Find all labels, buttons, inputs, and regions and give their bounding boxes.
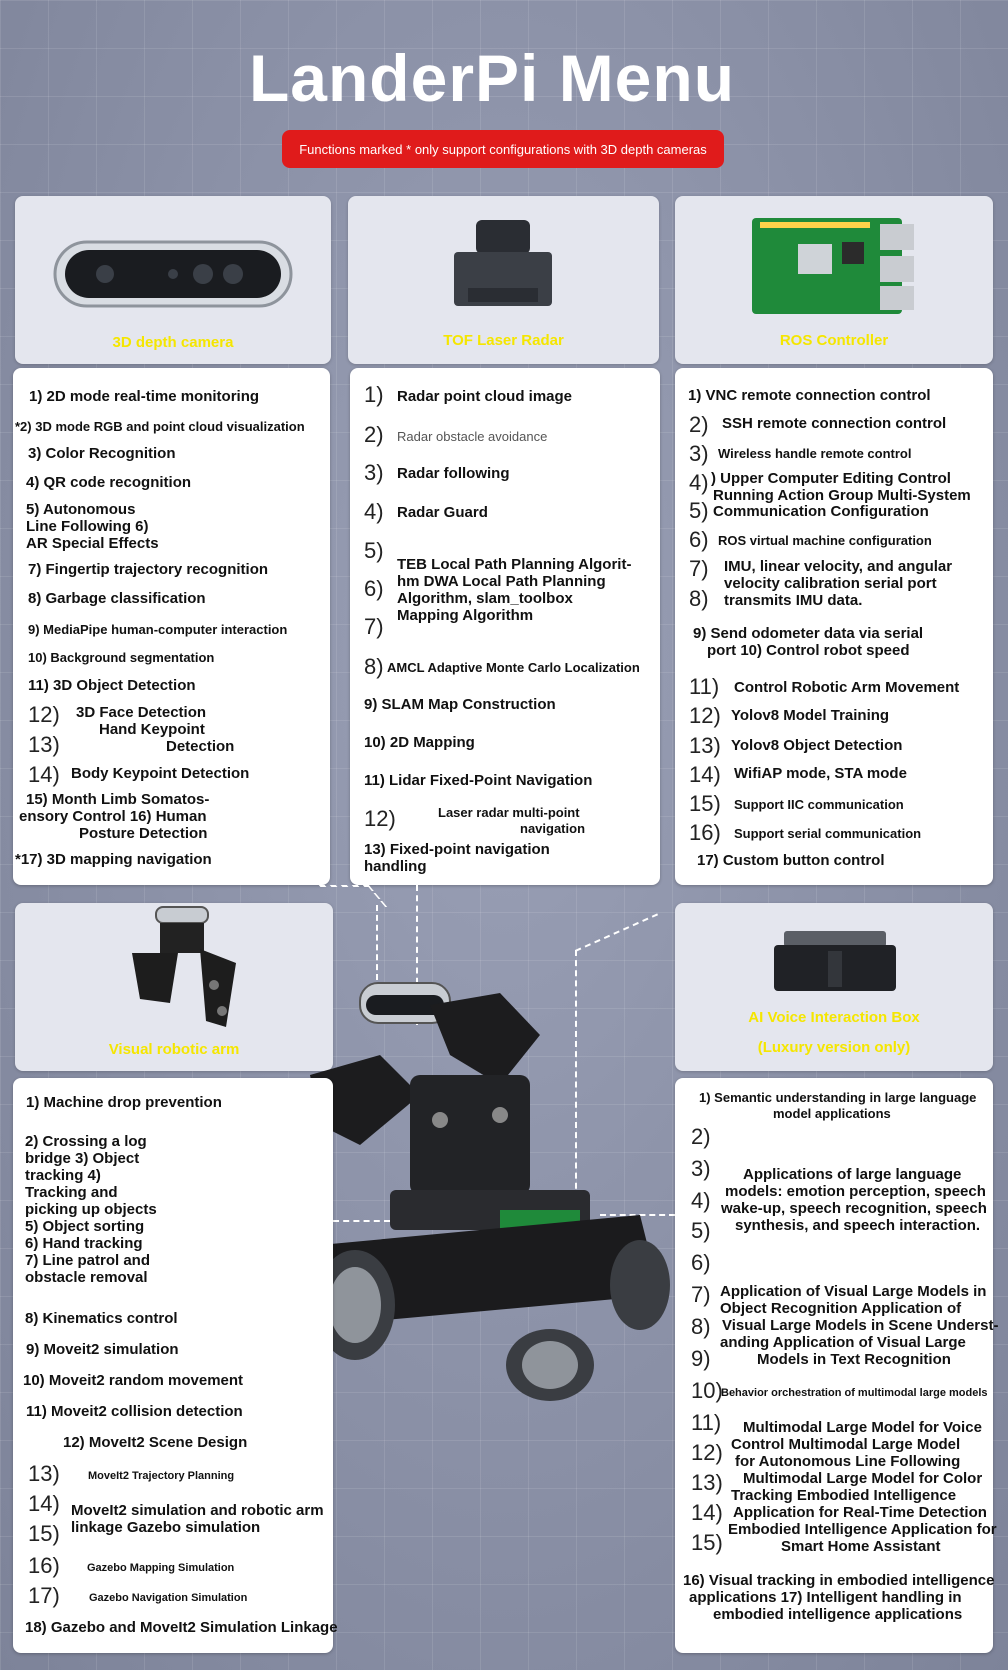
- list-item: 12) MoveIt2 Scene Design: [63, 1434, 248, 1451]
- list-item: 11) 3D Object Detection: [28, 677, 196, 694]
- list-item: 8) Garbage classification: [28, 590, 206, 607]
- list-number: 12): [689, 703, 721, 728]
- list-number: 14): [28, 1491, 60, 1516]
- list-number: 4): [364, 499, 384, 524]
- ros-function-list: [675, 368, 993, 885]
- list-item: embodied intelligence applications: [713, 1606, 963, 1623]
- depth-camera-card: [15, 196, 331, 364]
- list-item: synthesis, and speech interaction.: [735, 1217, 981, 1234]
- list-item: applications 17) Intelligent handling in: [689, 1589, 962, 1606]
- list-item: AR Special Effects: [26, 535, 159, 552]
- list-number: 8): [364, 654, 384, 679]
- list-item: Yolov8 Object Detection: [731, 737, 903, 754]
- radar-function-list: [350, 368, 660, 885]
- list-number: 11): [691, 1410, 722, 1435]
- list-item: Multimodal Large Model for Voice: [743, 1419, 982, 1436]
- list-item: AMCL Adaptive Monte Carlo Localization: [387, 660, 640, 675]
- camera-function-list: [13, 368, 330, 885]
- circuit-board-icon: [750, 214, 916, 318]
- list-item: 9) Send odometer data via serial: [693, 625, 924, 642]
- list-item: Embodied Intelligence Application for: [728, 1521, 997, 1538]
- list-item: 7) Line patrol and: [25, 1252, 151, 1269]
- list-number: 3): [364, 460, 384, 485]
- list-item: 1) Machine drop prevention: [26, 1094, 222, 1111]
- list-item: MoveIt2 Trajectory Planning: [88, 1470, 235, 1482]
- list-item: picking up objects: [25, 1201, 157, 1218]
- list-item: Laser radar multi-point: [438, 805, 580, 820]
- list-item: velocity calibration serial port: [724, 575, 937, 592]
- list-item: for Autonomous Line Following: [735, 1453, 961, 1470]
- list-item: 2) Crossing a log: [25, 1133, 147, 1150]
- list-item: Radar Guard: [397, 504, 488, 521]
- list-number: 15): [28, 1521, 60, 1546]
- robot-illustration: [300, 965, 680, 1405]
- list-item: 10) 2D Mapping: [364, 734, 475, 751]
- list-item: Applications of large language: [743, 1166, 962, 1183]
- list-item: 9) MediaPipe human-computer interaction: [28, 622, 288, 637]
- robotic-arm-card: [15, 903, 333, 1071]
- list-item: 5) Autonomous: [26, 501, 136, 518]
- list-item: Application of Visual Large Models in: [720, 1283, 987, 1300]
- voice-box-card: [675, 903, 993, 1071]
- voice-function-list: [675, 1078, 999, 1653]
- list-number: 8): [691, 1314, 711, 1339]
- list-number: 4): [691, 1188, 711, 1213]
- list-item: ROS virtual machine configuration: [718, 533, 932, 548]
- ros-controller-label: ROS Controller: [779, 332, 889, 349]
- list-item: Radar point cloud image: [397, 388, 573, 405]
- list-item: 7) Fingertip trajectory recognition: [28, 561, 269, 578]
- list-number: 6): [691, 1250, 711, 1275]
- list-item: Radar obstacle avoidance: [397, 429, 548, 444]
- page-title: LanderPi Menu: [248, 41, 736, 115]
- list-item: ensory Control 16) Human: [19, 808, 207, 825]
- list-number: 2): [691, 1124, 711, 1149]
- list-item: transmits IMU data.: [724, 592, 863, 609]
- list-number: 7): [691, 1282, 711, 1307]
- list-item: 18) Gazebo and MoveIt2 Simulation Linkage: [25, 1619, 338, 1636]
- list-item: WifiAP mode, STA mode: [734, 765, 907, 782]
- list-number: 8): [689, 586, 709, 611]
- list-item: Control Multimodal Large Model: [731, 1436, 961, 1453]
- list-item: Behavior orchestration of multimodal large models: [721, 1387, 988, 1399]
- list-item: obstacle removal: [25, 1269, 148, 1286]
- list-item: SSH remote connection control: [722, 415, 947, 432]
- list-item: 1) Semantic understanding in large language: [699, 1090, 977, 1105]
- list-item: Line Following 6): [26, 518, 149, 535]
- list-number: 2): [364, 422, 384, 447]
- gripper-icon: [110, 903, 260, 1033]
- list-item: 1) VNC remote connection control: [688, 387, 931, 404]
- list-item: bridge 3) Object: [25, 1150, 140, 1167]
- list-number: 11): [689, 674, 720, 699]
- list-item: Models in Text Recognition: [757, 1351, 951, 1368]
- list-item: navigation: [520, 821, 586, 836]
- list-item: 15) Month Limb Somatos-: [26, 791, 210, 808]
- list-item: ) Upper Computer Editing Control: [711, 470, 951, 487]
- list-number: 13): [691, 1470, 723, 1495]
- list-number: 16): [28, 1553, 60, 1578]
- list-item: *17) 3D mapping navigation: [15, 851, 212, 868]
- list-number: 6): [689, 527, 709, 552]
- list-item: Wireless handle remote control: [718, 446, 912, 461]
- list-item: 10) Moveit2 random movement: [23, 1372, 244, 1389]
- list-item: 11) Moveit2 collision detection: [26, 1403, 243, 1420]
- list-number: 3): [689, 441, 709, 466]
- list-item: linkage Gazebo simulation: [71, 1519, 261, 1536]
- list-item: Gazebo Navigation Simulation: [89, 1592, 248, 1604]
- list-item: Radar following: [397, 465, 510, 482]
- list-item: Gazebo Mapping Simulation: [87, 1562, 235, 1574]
- list-item: Detection: [166, 738, 235, 755]
- list-number: 13): [689, 733, 721, 758]
- voice-box-sublabel: (Luxury version only): [757, 1039, 911, 1056]
- list-number: 14): [691, 1500, 723, 1525]
- voice-box-label: AI Voice Interaction Box: [748, 1009, 920, 1026]
- tof-radar-label: TOF Laser Radar: [443, 332, 564, 349]
- list-number: 5): [689, 498, 709, 523]
- list-item: 10) Background segmentation: [28, 650, 215, 665]
- lidar-icon: [448, 218, 558, 310]
- list-number: 16): [689, 820, 721, 845]
- list-item: *2) 3D mode RGB and point cloud visualization: [15, 419, 305, 434]
- list-number: 12): [28, 702, 60, 727]
- list-item: 17) Custom button control: [697, 852, 885, 869]
- arm-function-list: [13, 1078, 338, 1653]
- list-item: TEB Local Path Planning Algorit-: [397, 556, 632, 573]
- connector-line: [575, 913, 658, 951]
- list-number: 13): [28, 1461, 60, 1486]
- list-number: 2): [689, 412, 709, 437]
- list-item: Visual Large Models in Scene Underst-: [722, 1317, 999, 1334]
- list-item: model applications: [773, 1106, 891, 1121]
- list-number: 7): [689, 556, 709, 581]
- list-number: 9): [691, 1346, 711, 1371]
- list-item: wake-up, speech recognition, speech: [721, 1200, 987, 1217]
- list-item: IMU, linear velocity, and angular: [724, 558, 953, 575]
- list-item: 6) Hand tracking: [25, 1235, 143, 1252]
- list-item: 13) Fixed-point navigation: [364, 841, 550, 858]
- list-item: 16) Visual tracking in embodied intelligence: [683, 1572, 995, 1589]
- list-item: MoveIt2 simulation and robotic arm: [71, 1502, 324, 1519]
- list-item: Object Recognition Application of: [720, 1300, 962, 1317]
- list-item: Support serial communication: [734, 826, 922, 841]
- robotic-arm-label: Visual robotic arm: [108, 1041, 240, 1058]
- tof-radar-card: [348, 196, 659, 364]
- list-number: 5): [691, 1218, 711, 1243]
- list-item: Support IIC communication: [734, 797, 904, 812]
- list-item: Smart Home Assistant: [781, 1538, 941, 1555]
- list-item: Hand Keypoint: [99, 721, 205, 738]
- list-item: handling: [364, 858, 427, 875]
- voice-box-icon: [770, 929, 900, 995]
- list-item: port 10) Control robot speed: [707, 642, 910, 659]
- list-number: 12): [364, 806, 396, 831]
- list-item: 3) Color Recognition: [28, 445, 176, 462]
- list-item: 9) SLAM Map Construction: [364, 696, 556, 713]
- list-item: models: emotion perception, speech: [725, 1183, 986, 1200]
- list-item: Control Robotic Arm Movement: [734, 679, 960, 696]
- list-item: 11) Lidar Fixed-Point Navigation: [364, 772, 593, 789]
- list-number: 5): [364, 538, 384, 563]
- depth-camera-icon: [53, 236, 293, 312]
- list-item: Multimodal Large Model for Color: [743, 1470, 983, 1487]
- list-number: 15): [689, 791, 721, 816]
- list-item: Posture Detection: [79, 825, 208, 842]
- list-item: Running Action Group Multi-System: [713, 487, 971, 504]
- list-number: 14): [689, 762, 721, 787]
- depth-camera-label: 3D depth camera: [112, 334, 234, 351]
- list-item: 4) QR code recognition: [26, 474, 192, 491]
- list-number: 6): [364, 576, 384, 601]
- list-number: 1): [364, 382, 384, 407]
- list-number: 15): [691, 1530, 723, 1555]
- ros-controller-card: [675, 196, 993, 364]
- list-item: 8) Kinematics control: [25, 1310, 178, 1327]
- list-number: 14): [28, 762, 60, 787]
- notice-banner: Functions marked * only support configurations with 3D depth cameras: [282, 130, 724, 168]
- list-item: 3D Face Detection: [76, 704, 207, 721]
- list-number: 12): [691, 1440, 723, 1465]
- list-number: 13): [28, 732, 60, 757]
- list-number: 17): [28, 1583, 60, 1608]
- list-item: 9) Moveit2 simulation: [26, 1341, 179, 1358]
- list-item: 1) 2D mode real-time monitoring: [29, 388, 260, 405]
- list-item: hm DWA Local Path Planning: [397, 573, 606, 590]
- list-item: 5) Object sorting: [25, 1218, 145, 1235]
- list-item: Communication Configuration: [713, 503, 929, 520]
- list-item: Mapping Algorithm: [397, 607, 534, 624]
- list-item: tracking 4): [25, 1167, 101, 1184]
- list-number: 10): [691, 1378, 723, 1403]
- list-item: Tracking Embodied Intelligence: [731, 1487, 957, 1504]
- list-item: Application for Real-Time Detection: [733, 1504, 987, 1521]
- list-item: Algorithm, slam_toolbox: [397, 590, 573, 607]
- list-item: Tracking and: [25, 1184, 118, 1201]
- list-item: anding Application of Visual Large: [720, 1334, 966, 1351]
- list-item: Yolov8 Model Training: [731, 707, 890, 724]
- list-number: 4): [689, 470, 709, 495]
- list-number: 7): [364, 614, 384, 639]
- list-item: Body Keypoint Detection: [71, 765, 250, 782]
- list-number: 3): [691, 1156, 711, 1181]
